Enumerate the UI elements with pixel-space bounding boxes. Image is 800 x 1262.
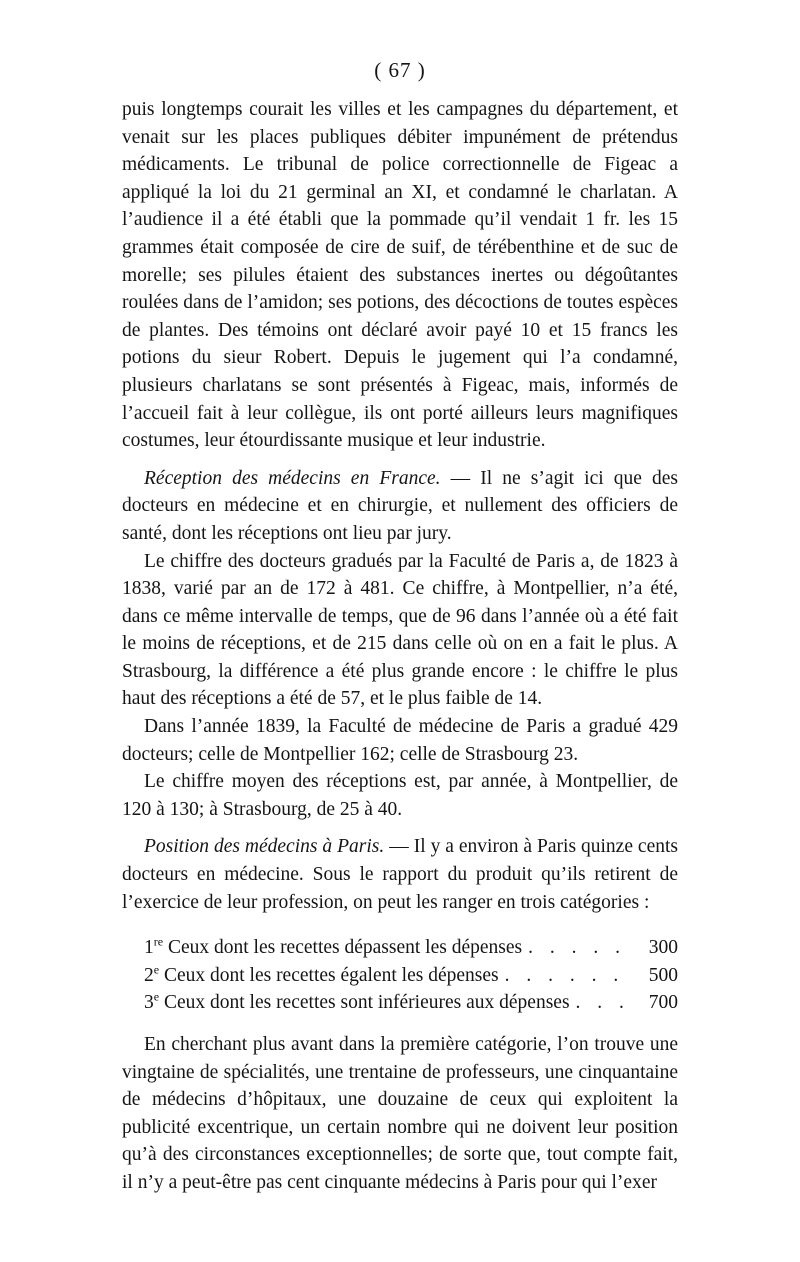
paragraph-position-medecins [122, 833, 678, 916]
category-item [122, 962, 678, 990]
paragraph-chiffre-moyen: Le chiffre moyen des réceptions est, par année, à Montpellier, de 120 à 130; à Strasbourg, de 25 à 40. [122, 771, 678, 820]
dot-leader [499, 962, 632, 990]
page-number: ( 67 ) [374, 58, 426, 82]
category-value: 500 [648, 964, 678, 986]
category-number: 1 [144, 937, 154, 959]
category-item [122, 989, 678, 1017]
section-heading-reception: Réception des médecins en France. [144, 467, 441, 489]
category-value: 700 [648, 992, 678, 1014]
section-text-reception: — Il ne s’agit ici que des docteurs en médecine et en chirurgie, et nullement des officiers de santé, dont les réceptions ont lieu par jury. [122, 467, 678, 544]
category-item [122, 934, 678, 962]
category-ordinal: re [153, 934, 164, 949]
dot-leader [570, 989, 632, 1017]
dot-leader [522, 934, 632, 962]
paragraph-docteurs-gradues: Le chiffre des docteurs gradués par la Faculté de Paris a, de 1823 à 1838, varié par an de 172 à 481. Ce chiffre, à Montpellier, n’a été, dans ce même intervalle de temps, que de 96 dans l’année où a été fait le moins de réceptions, et de 215 dans celle où on en a fait le plus. A Strasbourg, la différence a été plus grande encore : le chiffre le plus haut des réceptions a été de 57, et le plus faible de 14. [122, 550, 678, 710]
category-label: Ceux dont les recettes dépassent les dépenses [167, 937, 523, 959]
category-ordinal: e [153, 989, 160, 1004]
paragraph-reception-medecins [122, 465, 678, 548]
category-number: 3 [144, 992, 154, 1014]
category-value: 300 [648, 937, 678, 959]
category-label: Ceux dont les recettes égalent les dépenses [163, 964, 499, 986]
paragraph-charlatan-case: puis longtemps courait les villes et les campagnes du département, et venait sur les places publiques débiter impunément de prétendus médicaments. Le tribunal de police correctionnelle de Figeac a appliqué la loi du 21 germinal an XI, et condamné le charlatan. A l’audience il a été établi que la pommade qu’il vendait 1 fr. les 15 grammes était composée de cire de suif, de térébenthine et de suc de morelle; ses pilules étaient des substances inertes ou dégoûtantes roulées dans de l’amidon; ses potions, des décoctions de toutes espèces de plantes. Des témoins ont déclaré avoir payé 10 et 15 francs les potions du sieur Robert. Depuis le jugement qui l’a condamné, plusieurs charlatans se sont présentés à Figeac, mais, informés de l’accueil fait à leur collègue, ils ont porté ailleurs leurs magnifiques costumes, leur étourdissante musique et leur industrie. [122, 99, 678, 452]
body-text [122, 96, 678, 1197]
category-ordinal: e [153, 962, 160, 977]
category-label: Ceux dont les recettes sont inférieures aux dépenses [163, 992, 570, 1014]
categories-list [122, 934, 678, 1017]
paragraph-annee-1839: Dans l’année 1839, la Faculté de médecine de Paris a gradué 429 docteurs; celle de Montpellier 162; celle de Strasbourg 23. [122, 716, 678, 765]
section-text-position: — Il y a environ à Paris quinze cents docteurs en médecine. Sous le rapport du produit qu’ils retirent de l’exercice de leur profession, on peut les ranger en trois catégories : [122, 836, 678, 913]
section-heading-position: Position des médecins à Paris. [144, 836, 385, 858]
paragraph-premiere-categorie: En cherchant plus avant dans la première catégorie, l’on trouve une vingtaine de spécialités, une trentaine de professeurs, une cinquantaine de médecins d’hôpitaux, une douzaine de ceux qui exploitent la publicité excentrique, un certain nombre qui ne doivent leur position qu’à des circonstances exceptionnelles; de sorte que, tout compte fait, il n’y a peut-être pas cent cinquante médecins à Paris pour qui l’exer [122, 1034, 678, 1193]
category-number: 2 [144, 964, 154, 986]
